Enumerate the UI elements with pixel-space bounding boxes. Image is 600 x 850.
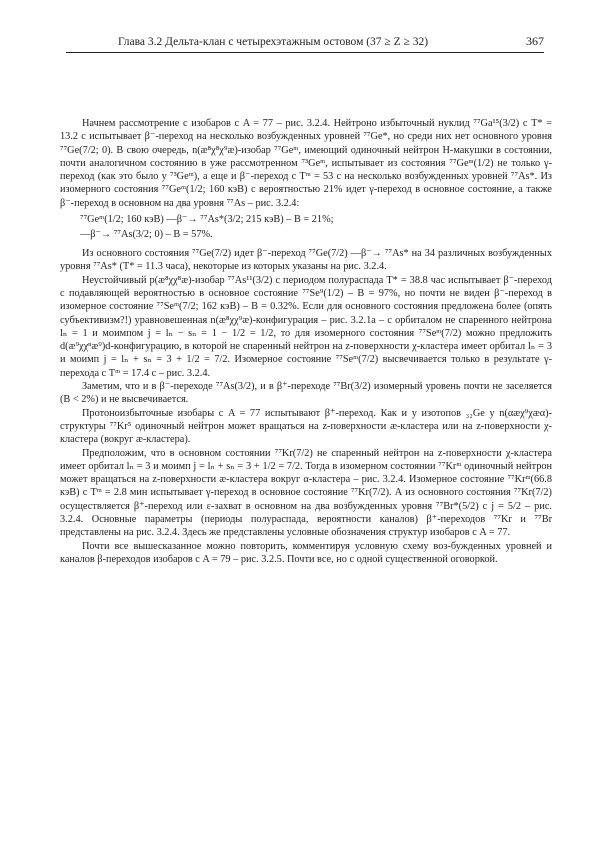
paragraph-1: Начнем рассмотрение с изобаров с A = 77 – рис. 3.2.4. Нейтроно избыточный нуклид ⁷⁷Ga¹⁵(3/2) с T* = 13.2 с испытывает β⁻-переход на несколько возбужденных уровней ⁷⁷Ge*, но среди них нет основного уровня ⁷⁷Ge(7/2; 0). В свою очередь, n(æ⁸χ⁸χ⁹æ)-изобар ⁷⁷Geᵐ, имеющий одиночный нейтрон H-макушки в состоянии, почти аналогичном состоянию в уже рассмотренном ⁷³Geᵐ, испытывает из состояния ⁷⁷Geᵐ(1/2) не только γ-переход (как это было у ⁷³Geᵐ), а еще и β⁻-переход с Tᵐ = 53 с на несколько возбужденных уровней ⁷⁷As*. Из изомерного состояния ⁷⁷Geᵐ(1/2; 160 кэВ) с вероятностью 21% идет γ-переход в основное состояние, а также β⁻-переход в основном на два уровня ⁷⁷As – рис. 3.2.4: — [60, 118, 552, 209]
running-header — [66, 36, 544, 58]
paragraph-3: Неустойчивый p(æ⁸χχ⁸æ)-изобар ⁷⁷As¹¹(3/2) с периодом полураспада T* = 38.8 час испытывает β⁻-переход с подавляющей вероятностью в основное состояние ⁷⁷Se⁹(1/2) – B = 97%, но почти не виден β⁻-переход в изомерное состояние ⁷⁷Seᵐ(7/2; 162 кэВ) – B = 0.32%. Если для основного состояния предложена более (опять субъективизм?!) уравновешенная n(æ⁸χχ⁹æ)-конфигурация – рис. 3.2.1a – с орбиталом не спаренного нейтрона lₙ = 1 и моимпом j = lₙ − sₙ = 1 − 1/2 = 1/2, то для изомерного состояния ⁷⁷Seᵐ(7/2) можно предложить d(æ⁹χχⁿæ⁹)d-конфигурацию, в которой не спаренный нейтрон на z-поверхности χ-кластера имеет орбитал lₙ = 3 и моимп j = lₙ + sₙ = 3 + 1/2 = 7/2. Изомерное состояние ⁷⁷Seᵐ(7/2) высвечивается только в результате γ-перехода с Tᵐ = 17.4 с – рис. 3.2.4. — [60, 274, 552, 379]
paragraph-5: Протоноизбыточные изобары с A = 77 испытывают β⁺-переход. Как и у изотопов ₃₂Ge у n(αæχ⁹χæα)-структуры ⁷⁷Kr⁵ одиночный нейтрон может вращаться на z-поверхности æ-кластера или на z-поверхности χ-кластера (вокруг æ-кластера). — [60, 407, 552, 446]
body-text — [60, 117, 552, 566]
decay-formula: ⁷⁷Geᵐ(1/2; 160 кэВ) —β⁻→ ⁷⁷As*(3/2; 215 кэВ) – B = 21%; —β⁻→ ⁷⁷As(3/2; 0) – B = 57%. — [80, 214, 334, 241]
paragraph-4: Заметим, что и в β⁻-переходе ⁷⁷As(3/2), и в β⁺-переходе ⁷⁷Br(3/2) изомерный уровень почти не заселяется (B < 2%) и не высвечивается. — [60, 381, 552, 406]
paragraph-2: Из основного состояния ⁷⁷Ge(7/2) идет β⁻-переход ⁷⁷Ge(7/2) —β⁻→ ⁷⁷As* на 34 различных возбужденных уровня ⁷⁷As* (T* = 11.3 часа), некоторые из которых указаны на рис. 3.2.4. — [60, 248, 552, 273]
header-rule — [66, 52, 544, 53]
page-number: 367 — [526, 34, 544, 48]
paragraph-7: Почти все вышесказанное можно повторить, комментируя условную схему воз-бужденных уровней и каналов β-переходов изобаров с A = 79 – рис. 3.2.5. Почти все, но с одной существенной оговоркой. — [60, 540, 552, 565]
paragraph-6: Предположим, что в основном состоянии ⁷⁷Kr(7/2) не спаренный нейтрон на z-поверхности χ-кластера имеет орбитал lₙ = 3 и моимп j = lₙ + sₙ = 3 + 1/2 = 7/2. Тогда в изомерном состоянии ⁷⁷Krᵐ одиночный нейтрон может вращаться на z-поверхности æ-кластера вокруг α-кластера – рис. 3.2.4. Изомерное состояние ⁷⁷Krᵐ(66.8 кэВ) с Tᵐ = 2.8 мин испытывает γ-переход в основное состояние ⁷⁷Kr(7/2). А из основного состояния ⁷⁷Kr(7/2) осуществляется β⁺-переход или ε-захват в основном на два возбужденных уровня ⁷⁷Br*(5/2) с j = 5/2 – рис. 3.2.4. Основные параметры (периоды полураспада, вероятности каналов) β⁺-переходов ⁷⁷Kr и ⁷⁷Br представлены на рис. 3.2.4. Здесь же представлены условные обозначения структур изобаров с A = 77. — [60, 447, 552, 539]
chapter-title: Глава 3.2 Дельта-клан с четырехэтажным остовом (37 ≥ Z ≥ 32) — [118, 36, 429, 48]
